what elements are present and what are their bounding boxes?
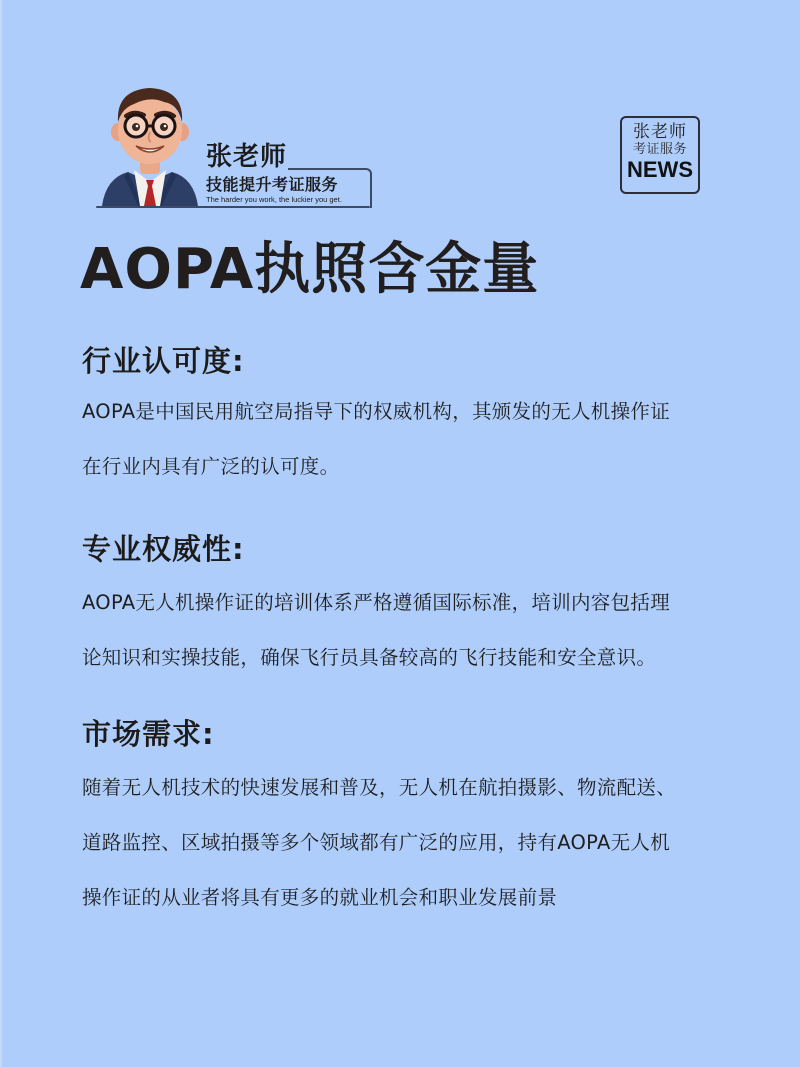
teacher-avatar-icon [98, 82, 202, 206]
body-line: 道路监控、区域拍摄等多个领域都有广泛的应用，持有AOPA无人机 [82, 831, 670, 854]
section-heading-professional-authority: 专业权威性: [82, 532, 245, 566]
news-badge-name: 张老师 [633, 122, 687, 142]
section-body-professional-authority [82, 575, 742, 685]
body-line: 论知识和实操技能，确保飞行员具备较高的飞行技能和安全意识。 [82, 646, 657, 669]
body-line: AOPA无人机操作证的培训体系严格遵循国际标准，培训内容包括理 [82, 591, 670, 614]
page-title: AOPA执照含金量 [80, 237, 540, 302]
news-badge-news: NEWS [627, 157, 693, 182]
body-line: AOPA是中国民用航空局指导下的权威机构，其颁发的无人机操作证 [82, 400, 670, 423]
body-line: 在行业内具有广泛的认可度。 [82, 455, 340, 478]
body-line: 操作证的从业者将具有更多的就业机会和职业发展前景 [82, 886, 558, 909]
left-edge-divider [0, 0, 2, 1067]
section-body-market-demand [82, 760, 742, 925]
brand-tagline: 技能提升考证服务 [206, 175, 339, 194]
brand-motto: The harder you work, the luckier you get. [206, 195, 342, 204]
section-heading-market-demand: 市场需求: [82, 717, 215, 751]
news-badge [620, 116, 700, 194]
brand-name: 张老师 [206, 142, 288, 172]
body-line: 随着无人机技术的快速发展和普及，无人机在航拍摄影、物流配送、 [82, 776, 677, 799]
section-body-industry-recognition [82, 384, 742, 494]
brand-underline-divider [96, 206, 370, 208]
brand-header [96, 82, 376, 212]
section-heading-industry-recognition: 行业认可度: [82, 344, 245, 378]
news-badge-service: 考证服务 [632, 142, 687, 157]
